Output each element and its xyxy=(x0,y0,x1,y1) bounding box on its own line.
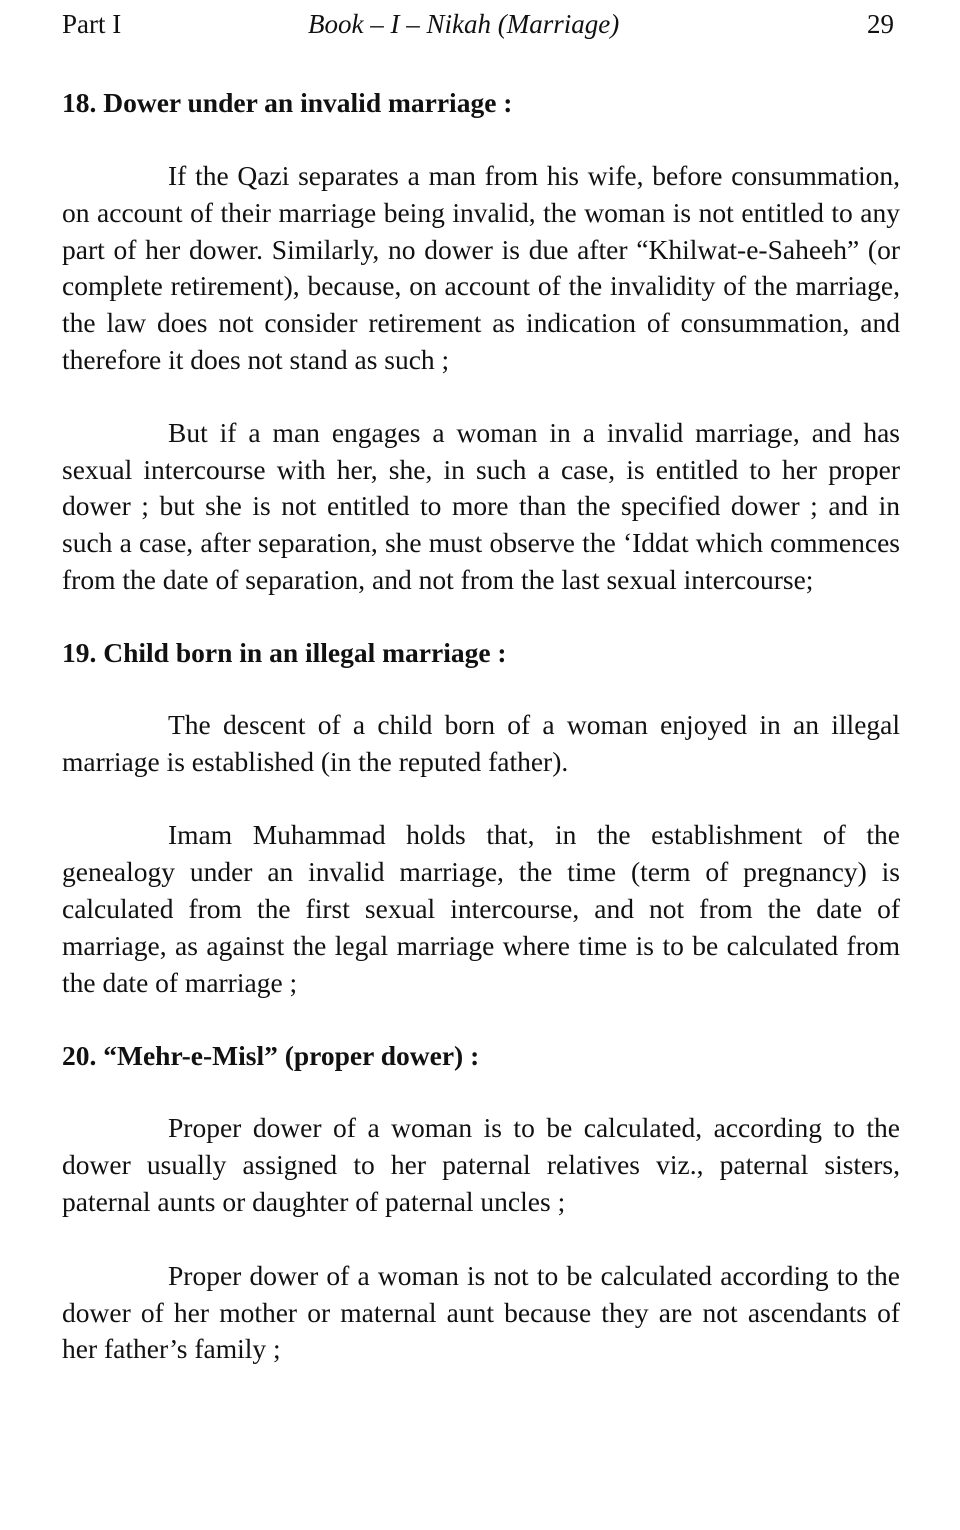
part-label: Part I xyxy=(62,9,122,39)
document-page xyxy=(62,0,900,1368)
paragraph: The descent of a child born of a woman enjoyed in an illegal marriage is established (in the reputed father). xyxy=(62,708,900,777)
section-heading-19: 19. Child born in an illegal marriage : xyxy=(62,636,507,668)
section-heading-20: 20. “Mehr-e-Misl” (proper dower) : xyxy=(62,1040,480,1072)
paragraph: Proper dower of a woman is to be calculated, according to the dower usually assigned to her paternal relatives viz., paternal sisters, paternal aunts or daughter of paternal uncles ; xyxy=(62,1112,900,1217)
paragraph: If the Qazi separates a man from his wife, before consummation, on account of their marriage being invalid, the woman is not entitled to any part of her dower. Similarly, no dower is due after “Khilwat-e-Saheeh” (or complete retirement), because, on account of the invalidity of the marriage, the law does not consider retirement as indication of consummation, and therefore it does not stand as such ; xyxy=(62,160,900,375)
book-title: Book – I – Nikah (Marriage) xyxy=(308,9,620,39)
paragraph: Imam Muhammad holds that, in the establishment of the genealogy under an invalid marriage, the time (term of pregnancy) is calculated from the first sexual intercourse, and not from the date of marriage, as against the legal marriage where time is to be calculated from the date of marriage ; xyxy=(62,819,900,998)
running-header xyxy=(62,6,900,46)
paragraph: But if a man engages a woman in a invalid marriage, and has sexual intercourse with her, she, in such a case, is entitled to her proper dower ; but she is not entitled to more than the specified dower ; and in such a case, after separation, she must observe the ‘Iddat which commences from the date of separation, and not from the last sexual intercourse; xyxy=(62,416,900,595)
section-heading-18: 18. Dower under an invalid marriage : xyxy=(62,87,513,118)
paragraph: Proper dower of a woman is not to be calculated according to the dower of her mother or maternal aunt because they are not ascendants of her father’s family ; xyxy=(62,1259,900,1365)
page-number: 29 xyxy=(867,9,894,39)
